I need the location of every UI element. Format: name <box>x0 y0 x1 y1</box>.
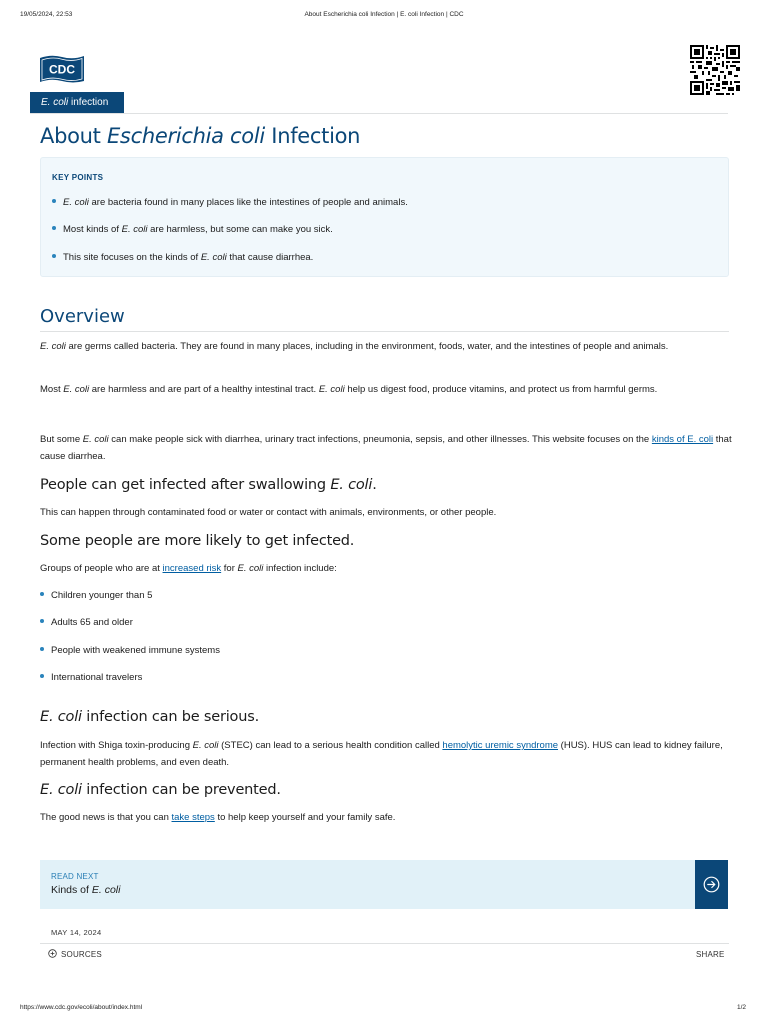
list-item <box>40 672 142 683</box>
list-item <box>40 617 133 628</box>
paragraph-text: can make people sick with diarrhea, urinary tract infections, pneumonia, sepsis, and other illnesses. This website focuses on the <box>108 434 652 445</box>
italic-term: E. coli <box>330 477 373 493</box>
topic-tab[interactable] <box>30 92 124 113</box>
paragraph-text: But some <box>40 434 83 445</box>
swallowing-heading <box>40 477 377 493</box>
key-point-text: are harmless, but some can make you sick. <box>147 224 333 235</box>
page-title-suffix: Infection <box>264 124 361 148</box>
increased-risk-link[interactable]: increased risk <box>162 563 222 574</box>
take-steps-link[interactable]: take steps <box>171 812 215 823</box>
read-next-button[interactable] <box>695 860 728 909</box>
cdc-logo[interactable] <box>40 54 84 84</box>
topic-divider <box>30 113 728 114</box>
paragraph-text: for <box>221 563 238 574</box>
share-button[interactable]: SHARE <box>696 950 725 959</box>
italic-term: E. coli <box>82 434 109 445</box>
key-point-item <box>52 224 333 235</box>
overview-paragraph-1 <box>40 338 740 355</box>
list-item <box>40 645 220 656</box>
print-title: About Escherichia coli Infection | E. coli Infection | CDC <box>304 11 464 18</box>
list-item-text: Adults 65 and older <box>51 617 133 628</box>
paragraph-text: (STEC) can lead to a serious health condition called <box>218 740 443 751</box>
read-next-title <box>51 884 120 896</box>
paragraph-text: to help keep yourself and your family safe. <box>214 812 396 823</box>
serious-paragraph <box>40 737 740 771</box>
bullet-icon <box>40 647 44 651</box>
overview-heading: Overview <box>40 306 125 327</box>
topic-tab-rest: infection <box>68 97 109 108</box>
print-datetime: 19/05/2024, 22:53 <box>20 11 73 18</box>
kinds-of-ecoli-link[interactable]: kinds of E. coli <box>651 434 714 445</box>
risk-intro <box>40 560 740 577</box>
read-next-label: READ NEXT <box>51 872 99 881</box>
bullet-icon <box>40 619 44 623</box>
paragraph-text: help us digest food, produce vitamins, and protect us from harmful germs. <box>344 384 658 395</box>
sources-toggle[interactable] <box>48 950 102 959</box>
heading-text: infection can be prevented. <box>81 782 281 798</box>
read-next-card[interactable] <box>40 860 728 909</box>
list-item <box>40 590 152 601</box>
bullet-icon <box>52 199 56 203</box>
key-point-item <box>52 252 313 263</box>
bullet-icon <box>52 254 56 258</box>
paragraph-text: are germs called bacteria. They are found in many places, including in the environment, foods, water, and the intestines of people and animals. <box>65 341 669 352</box>
overview-divider <box>40 331 729 332</box>
bullet-icon <box>40 592 44 596</box>
topic-tab-italic: E. coli <box>41 97 69 108</box>
paragraph-text: are harmless and are part of a healthy intestinal tract. <box>89 384 319 395</box>
key-point-text: that cause diarrhea. <box>226 252 314 263</box>
key-point-text: are bacteria found in many places like the intestines of people and animals. <box>88 197 408 208</box>
italic-term: E. coli <box>40 341 66 352</box>
page-title-italic: Escherichia coli <box>106 124 265 148</box>
bullet-icon <box>40 674 44 678</box>
key-point-italic: E. coli <box>121 224 148 235</box>
italic-term: E. coli <box>237 563 264 574</box>
overview-paragraph-2 <box>40 381 740 398</box>
list-item-text: Children younger than 5 <box>51 590 153 601</box>
plus-circle-icon <box>48 949 57 958</box>
key-point-text: This site focuses on the kinds of <box>63 252 201 263</box>
key-points-label: KEY POINTS <box>52 173 104 182</box>
paragraph-text: (HUS). HUS can lead to kidney failure, permanent health problems, and even death. <box>40 740 723 768</box>
list-item-text: People with weakened immune systems <box>51 645 220 656</box>
key-point-italic: E. coli <box>63 197 89 208</box>
italic-term: E. coli <box>91 884 121 896</box>
key-point-text: Most kinds of <box>63 224 122 235</box>
print-page-number: 1/2 <box>737 1004 747 1011</box>
last-updated-date: MAY 14, 2024 <box>51 928 102 937</box>
swallowing-paragraph: This can happen through contaminated food or water or contact with animals, environments, or other people. <box>40 507 497 518</box>
heading-text: People can get infected after swallowing <box>40 477 331 493</box>
paragraph-text: The good news is that you can <box>40 812 172 823</box>
key-point-italic: E. coli <box>200 252 227 263</box>
overview-paragraph-3 <box>40 431 740 465</box>
key-point-item <box>52 197 408 208</box>
qr-code <box>690 45 740 95</box>
list-item-text: International travelers <box>51 672 143 683</box>
cdc-logo-text: CDC <box>49 62 75 77</box>
read-next-title-text: Kinds of <box>51 884 92 896</box>
page-title-prefix: About <box>40 124 107 148</box>
heading-text: . <box>372 477 377 493</box>
bullet-icon <box>52 226 56 230</box>
arrow-right-circle-icon <box>703 876 720 893</box>
italic-term: E. coli <box>40 782 82 798</box>
print-url: https://www.cdc.gov/ecoli/about/index.html <box>20 1004 143 1011</box>
hus-link[interactable]: hemolytic uremic syndrome <box>442 740 559 751</box>
risk-heading: Some people are more likely to get infected. <box>40 533 355 549</box>
prevented-heading <box>40 782 281 798</box>
italic-term: E. coli <box>63 384 90 395</box>
italic-term: E. coli <box>192 740 219 751</box>
paragraph-text: that cause diarrhea. <box>40 434 732 462</box>
sources-label: SOURCES <box>61 950 102 959</box>
paragraph-text: infection include: <box>263 563 337 574</box>
paragraph-text: Groups of people who are at <box>40 563 163 574</box>
italic-term: E. coli <box>40 709 82 725</box>
heading-text: infection can be serious. <box>81 709 259 725</box>
serious-heading <box>40 709 259 725</box>
key-points-box <box>40 157 729 277</box>
page-title <box>40 124 360 148</box>
footer-divider <box>40 943 729 944</box>
prevented-paragraph <box>40 809 740 826</box>
italic-term: E. coli <box>318 384 345 395</box>
paragraph-text: Most <box>40 384 64 395</box>
paragraph-text: Infection with Shiga toxin-producing <box>40 740 193 751</box>
